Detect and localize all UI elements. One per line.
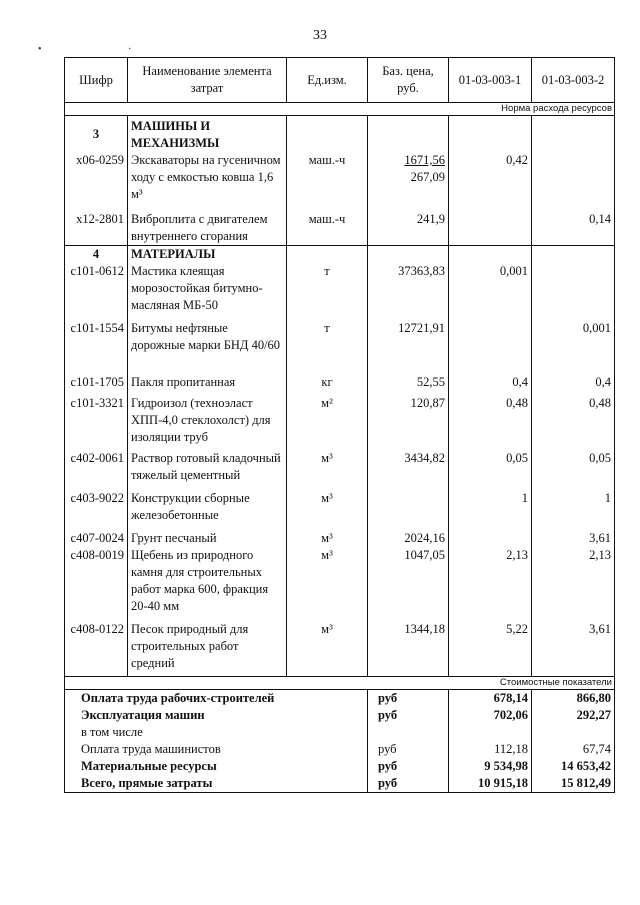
resource-name: Грунт песчаный — [128, 524, 287, 547]
norm-value-1: 0,4 — [449, 368, 532, 391]
resource-price: 241,9 — [368, 203, 449, 246]
resource-price-secondary: 267,09 — [410, 170, 445, 184]
resource-unit: маш.-ч — [287, 203, 368, 246]
resource-name: Пакля пропитанная — [128, 368, 287, 391]
totals-value-2: 15 812,49 — [532, 775, 615, 793]
section-materials — [65, 246, 615, 264]
totals-value-2: 67,74 — [532, 741, 615, 758]
norm-value-2: 0,48 — [532, 391, 615, 446]
totals-value-2: 14 653,42 — [532, 758, 615, 775]
table-row — [65, 203, 615, 246]
resource-unit: м³ — [287, 446, 368, 484]
table-row — [65, 391, 615, 446]
resource-price — [368, 484, 449, 524]
norm-value-1: 0,001 — [449, 263, 532, 314]
totals-label: в том числе — [65, 724, 368, 741]
resource-unit: кг — [287, 368, 368, 391]
resource-name: Щебень из природного камня для строительных работ марка 600, фракция 20-40 мм — [128, 547, 287, 615]
table-row — [65, 368, 615, 391]
totals-unit — [368, 724, 449, 741]
resource-name: Экскаваторы на гусеничном ходу с емкостью ковша 1,6 м³ — [128, 152, 287, 203]
totals-label: Оплата труда машинистов — [65, 741, 368, 758]
totals-unit: руб — [368, 758, 449, 775]
totals-value-1 — [449, 724, 532, 741]
norm-value-2: 3,61 — [532, 524, 615, 547]
banner-row — [65, 103, 615, 116]
table-row — [65, 152, 615, 203]
norm-value-2: 2,13 — [532, 547, 615, 615]
resource-name: Раствор готовый кладочный тяжелый цементный — [128, 446, 287, 484]
norm-value-2: 3,61 — [532, 615, 615, 677]
resource-code: с101-3321 — [65, 391, 128, 446]
resource-unit: т — [287, 263, 368, 314]
table-row — [65, 524, 615, 547]
norm-value-1 — [449, 524, 532, 547]
norm-value-2 — [532, 263, 615, 314]
header-name: Наименование элемента затрат — [128, 58, 287, 103]
totals-unit: руб — [368, 707, 449, 724]
resource-unit: маш.-ч — [287, 152, 368, 203]
norm-value-1: 1 — [449, 484, 532, 524]
resource-unit: м³ — [287, 615, 368, 677]
header-code: Шифр — [65, 58, 128, 103]
table-row — [65, 314, 615, 368]
totals-label: Всего, прямые затраты — [65, 775, 368, 793]
totals-value-2: 866,80 — [532, 690, 615, 708]
norm-value-1: 0,42 — [449, 152, 532, 203]
resource-name: Конструкции сборные железобетонные — [128, 484, 287, 524]
section-title: МАШИНЫ И МЕХАНИЗМЫ — [128, 116, 287, 153]
section-number: 4 — [65, 246, 128, 264]
totals-value-1: 9 534,98 — [449, 758, 532, 775]
norm-value-1: 2,13 — [449, 547, 532, 615]
norm-value-2: 0,001 — [532, 314, 615, 368]
table-row — [65, 263, 615, 314]
totals-row — [65, 741, 615, 758]
table-row — [65, 547, 615, 615]
resource-price: 37363,83 — [368, 263, 449, 314]
table-row — [65, 615, 615, 677]
resource-price — [368, 152, 449, 203]
norm-value-2: 0,05 — [532, 446, 615, 484]
norm-value-1: 0,48 — [449, 391, 532, 446]
totals-row — [65, 758, 615, 775]
resource-unit: м³ — [287, 524, 368, 547]
totals-label: Материальные ресурсы — [65, 758, 368, 775]
totals-value-2 — [532, 724, 615, 741]
banner-resources: Норма расхода ресурсов — [65, 103, 615, 116]
norm-value-2 — [532, 152, 615, 203]
table-row — [65, 446, 615, 484]
costs-banner-row — [65, 677, 615, 690]
totals-label: Эксплуатация машин — [65, 707, 368, 724]
resource-code: с407-0024 — [65, 524, 128, 547]
header-price: Баз. цена, руб. — [368, 58, 449, 103]
resource-price: 1344,18 — [368, 615, 449, 677]
resource-unit: м³ — [287, 547, 368, 615]
resource-name: Песок природный для строительных работ средний — [128, 615, 287, 677]
norm-value-2: 0,4 — [532, 368, 615, 391]
resource-price: 12721,91 — [368, 314, 449, 368]
resource-code: х06-0259 — [65, 152, 128, 203]
resource-code: с408-0019 — [65, 547, 128, 615]
totals-value-1: 10 915,18 — [449, 775, 532, 793]
totals-row — [65, 690, 615, 708]
resource-code: с101-0612 — [65, 263, 128, 314]
resource-price-main: 1671,56 — [404, 153, 445, 167]
resource-unit: м² — [287, 391, 368, 446]
norm-value-1: 0,05 — [449, 446, 532, 484]
resource-name: Битумы нефтяные дорожные марки БНД 40/60 — [128, 314, 287, 368]
header-norm-1: 01-03-003-1 — [449, 58, 532, 103]
totals-value-1: 702,06 — [449, 707, 532, 724]
totals-value-2: 292,27 — [532, 707, 615, 724]
totals-row — [65, 775, 615, 793]
resource-price: 1047,05 — [368, 547, 449, 615]
section-machines — [65, 116, 615, 153]
totals-unit: руб — [368, 775, 449, 793]
norm-value-1: 5,22 — [449, 615, 532, 677]
totals-unit: руб — [368, 690, 449, 708]
totals-value-1: 112,18 — [449, 741, 532, 758]
resource-code: х12-2801 — [65, 203, 128, 246]
resource-code: с408-0122 — [65, 615, 128, 677]
page-number: 33 — [313, 28, 327, 43]
resource-name: Мастика клеящая морозостойкая битумно-масляная МБ-50 — [128, 263, 287, 314]
banner-costs: Стоимостные показатели — [65, 677, 615, 690]
resource-name: Гидроизол (техноэласт ХПП-4,0 стеклохолст) для изоляции труб — [128, 391, 287, 446]
resource-price: 2024,16 — [368, 524, 449, 547]
norm-value-2: 0,14 — [532, 203, 615, 246]
resource-norm-table — [64, 57, 615, 793]
header-row — [65, 58, 615, 103]
resource-code: с101-1705 — [65, 368, 128, 391]
resource-unit: т — [287, 314, 368, 368]
norm-value-1 — [449, 203, 532, 246]
totals-value-1: 678,14 — [449, 690, 532, 708]
table-row — [65, 484, 615, 524]
section-title: МАТЕРИАЛЫ — [128, 246, 287, 264]
resource-price: 120,87 — [368, 391, 449, 446]
norm-value-2: 1 — [532, 484, 615, 524]
norm-value-1 — [449, 314, 532, 368]
totals-label: Оплата труда рабочих-строителей — [65, 690, 368, 708]
resource-price: 52,55 — [368, 368, 449, 391]
section-number: 3 — [65, 116, 128, 153]
resource-price: 3434,82 — [368, 446, 449, 484]
totals-row — [65, 724, 615, 741]
resource-code: с403-9022 — [65, 484, 128, 524]
totals-row — [65, 707, 615, 724]
resource-code: с101-1554 — [65, 314, 128, 368]
totals-unit: руб — [368, 741, 449, 758]
resource-unit: м³ — [287, 484, 368, 524]
scan-specks: • · — [38, 44, 174, 55]
resource-name: Виброплита с двигателем внутреннего сгорания — [128, 203, 287, 246]
resource-code: с402-0061 — [65, 446, 128, 484]
header-unit: Ед.изм. — [287, 58, 368, 103]
header-norm-2: 01-03-003-2 — [532, 58, 615, 103]
